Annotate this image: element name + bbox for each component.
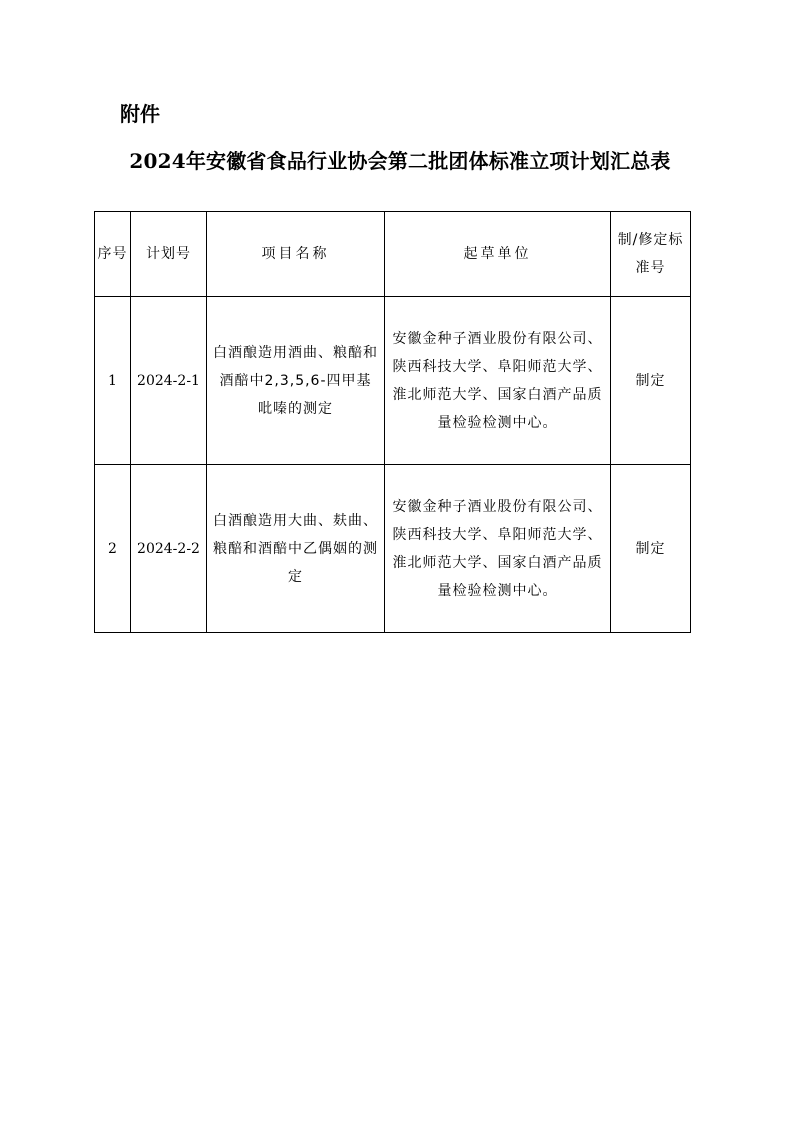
drafting-unit-text: 安徽金种子酒业股份有限公司、陕西科技大学、阜阳师范大学、淮北师范大学、国家白酒产品质量检验检测中心。 — [392, 498, 603, 599]
row-drafting-unit — [385, 297, 611, 465]
row-seq: 2 — [95, 465, 131, 633]
project-name-text: 白酒酿造用大曲、麸曲、粮醅和酒醅中乙偶姻的测定 — [213, 512, 378, 585]
row-plan-no: 2024-2-1 — [131, 297, 207, 465]
row-type: 制定 — [611, 297, 691, 465]
row-seq: 1 — [95, 297, 131, 465]
row-project-name — [207, 465, 385, 633]
document-title: 2024年安徽省食品行业协会第二批团体标准立项计划汇总表 — [129, 149, 671, 173]
header-drafting-unit: 起草单位 — [385, 212, 611, 297]
row-drafting-unit — [385, 465, 611, 633]
header-type: 制/修定标准号 — [611, 212, 691, 297]
table-row — [95, 297, 691, 465]
drafting-unit-text: 安徽金种子酒业股份有限公司、陕西科技大学、阜阳师范大学、淮北师范大学、国家白酒产品质量检验检测中心。 — [392, 330, 603, 431]
header-project-name: 项目名称 — [207, 212, 385, 297]
table-row — [95, 465, 691, 633]
project-name-text: 白酒酿造用酒曲、粮醅和酒醅中2,3,5,6-四甲基吡嗪的测定 — [213, 344, 378, 417]
row-plan-no: 2024-2-2 — [131, 465, 207, 633]
header-seq: 序号 — [95, 212, 131, 297]
table-header-row — [95, 212, 691, 297]
row-project-name — [207, 297, 385, 465]
attachment-label: 附件 — [120, 102, 160, 126]
row-type: 制定 — [611, 465, 691, 633]
header-plan-no: 计划号 — [131, 212, 207, 297]
plan-summary-table — [94, 211, 691, 633]
